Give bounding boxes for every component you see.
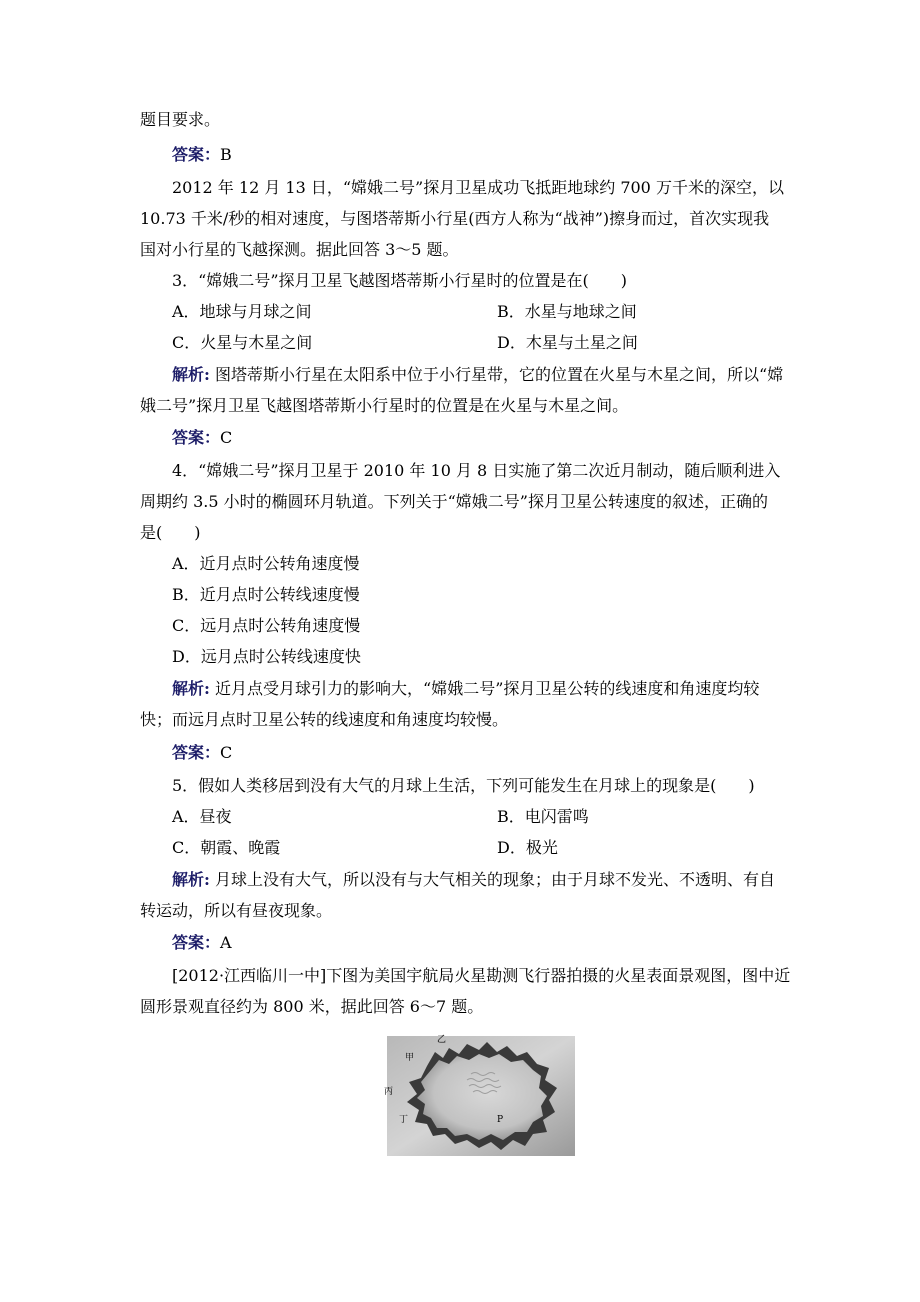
explanation-text: 月球上没有大气，所以没有与大气相关的现象；由于月球不发光、不透明、有自: [209, 870, 776, 889]
text-line: 圆形景观直径约为 800 米，据此回答 6～7 题。: [140, 997, 484, 1016]
option-c: C．火星与木星之间: [172, 333, 313, 352]
text-line: [2012·江西临川一中]下图为美国宇航局火星勘测飞行器拍摄的火星表面景观图，图中近: [172, 966, 791, 985]
option-b: B．水星与地球之间: [497, 302, 637, 321]
answer-label: 答案：: [172, 145, 221, 164]
option-a: A．近月点时公转角速度慢: [172, 554, 360, 573]
answer-label: 答案：: [172, 743, 221, 762]
label-p: P: [497, 1115, 504, 1125]
text-line: 国对小行星的飞越探测。据此回答 3～5 题。: [140, 240, 459, 259]
text-line: 题目要求。: [140, 110, 221, 129]
answer-line: [172, 428, 232, 448]
explanation-line: [172, 365, 783, 385]
answer-value: C: [220, 743, 233, 762]
label-jia: 甲: [405, 1053, 415, 1063]
answer-value: C: [220, 428, 233, 447]
explanation-line: 转运动，所以有昼夜现象。: [140, 901, 333, 920]
answer-line: [172, 933, 232, 953]
text-line: 2012 年 12 月 13 日，“嫦娥二号”探月卫星成功飞抵距地球约 700 万千米的深空，以: [172, 178, 784, 197]
explanation-label: 解析:: [172, 365, 210, 384]
explanation-line: 快；而远月点时卫星公转的线速度和角速度均较慢。: [140, 710, 509, 729]
answer-label: 答案：: [172, 933, 221, 952]
text-line: 是( ): [140, 523, 201, 542]
option-b: B．电闪雷鸣: [497, 807, 589, 826]
text-line: 周期约 3.5 小时的椭圆环月轨道。下列关于“嫦娥二号”探月卫星公转速度的叙述，正确的: [140, 492, 768, 511]
question-4: 4．“嫦娥二号”探月卫星于 2010 年 10 月 8 日实施了第二次近月制动，随后顺利进入: [172, 461, 781, 480]
label-yi: 乙: [437, 1035, 447, 1045]
mars-crater-figure: [384, 1035, 575, 1156]
option-b: B．近月点时公转线速度慢: [172, 585, 360, 604]
question-5: 5．假如人类移居到没有大气的月球上生活，下列可能发生在月球上的现象是( ): [172, 776, 755, 795]
explanation-text: 图塔蒂斯小行星在太阳系中位于小行星带，它的位置在火星与木星之间，所以“嫦: [209, 365, 784, 384]
explanation-text: 近月点受月球引力的影响大，“嫦娥二号”探月卫星公转的线速度和角速度均较: [209, 679, 760, 698]
option-c: C．远月点时公转角速度慢: [172, 616, 361, 635]
crater-floor: [417, 1054, 547, 1140]
option-a: A．地球与月球之间: [172, 302, 312, 321]
label-ding: 丁: [399, 1115, 409, 1125]
explanation-label: 解析:: [172, 870, 210, 889]
text-line: 10.73 千米/秒的相对速度，与图塔蒂斯小行星(西方人称为“战神”)擦身而过，首次实现我: [140, 209, 770, 228]
option-d: D．木星与土星之间: [497, 333, 638, 352]
option-c: C．朝霞、晚霞: [172, 838, 281, 857]
explanation-line: [172, 870, 775, 890]
label-bing: 丙: [384, 1087, 394, 1097]
answer-value: A: [220, 933, 232, 952]
answer-line: [172, 145, 232, 165]
option-d: D．极光: [497, 838, 558, 857]
explanation-line: [172, 679, 759, 699]
option-d: D．远月点时公转线速度快: [172, 647, 361, 666]
option-a: A．昼夜: [172, 807, 232, 826]
explanation-line: 娥二号”探月卫星飞越图塔蒂斯小行星时的位置是在火星与木星之间。: [140, 396, 629, 415]
answer-label: 答案：: [172, 428, 221, 447]
question-3: 3．“嫦娥二号”探月卫星飞越图塔蒂斯小行星时的位置是在( ): [172, 271, 628, 290]
explanation-label: 解析:: [172, 679, 210, 698]
answer-line: [172, 743, 232, 763]
answer-value: B: [220, 145, 232, 164]
